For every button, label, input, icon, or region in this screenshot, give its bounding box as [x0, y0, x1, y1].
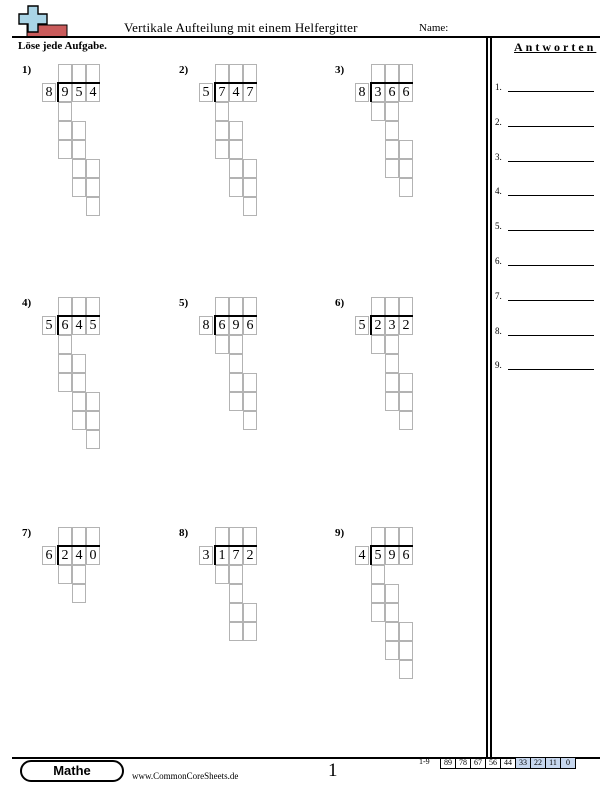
- score-cell: 33: [515, 757, 531, 769]
- helper-grid-cell[interactable]: [58, 102, 72, 121]
- division-bracket: [214, 315, 216, 335]
- helper-grid-cell[interactable]: [371, 584, 385, 603]
- answer-number: 3.: [495, 151, 502, 162]
- divisor-digit: 8: [42, 83, 56, 102]
- divisor-digit: 3: [199, 546, 213, 565]
- helper-grid-cell[interactable]: [72, 140, 86, 159]
- answer-line[interactable]: [508, 265, 594, 266]
- answer-line[interactable]: [508, 126, 594, 127]
- divisor-digit: 8: [355, 83, 369, 102]
- helper-grid-cell[interactable]: [229, 159, 243, 178]
- helper-grid-cell[interactable]: [229, 335, 243, 354]
- dividend-digit: 2: [371, 316, 385, 335]
- helper-grid-cell[interactable]: [399, 392, 413, 411]
- helper-grid-cell[interactable]: [399, 140, 413, 159]
- dividend-digit: 6: [58, 316, 72, 335]
- helper-grid-cell[interactable]: [72, 121, 86, 140]
- score-cell: 89: [440, 757, 456, 769]
- helper-grid-cell[interactable]: [215, 565, 229, 584]
- answer-number: 5.: [495, 221, 502, 232]
- helper-grid-cell[interactable]: [371, 335, 385, 354]
- divisor-digit: 5: [42, 316, 56, 335]
- helper-grid-cell[interactable]: [215, 121, 229, 140]
- score-range-label: 1-9: [419, 757, 430, 766]
- helper-grid-cell[interactable]: [86, 159, 100, 178]
- answer-number: 7.: [495, 290, 502, 301]
- division-bracket: [57, 315, 100, 317]
- answer-line[interactable]: [508, 91, 594, 92]
- helper-grid-cell[interactable]: [371, 565, 385, 584]
- dividend-digit: 6: [215, 316, 229, 335]
- helper-grid-cell[interactable]: [72, 584, 86, 603]
- problem-number: 7): [22, 527, 32, 539]
- helper-grid-cell[interactable]: [229, 354, 243, 373]
- quotient-cell[interactable]: [243, 527, 257, 546]
- dividend-digit: 6: [399, 546, 413, 565]
- answer-line[interactable]: [508, 335, 594, 336]
- division-bracket: [370, 545, 413, 547]
- division-bracket: [370, 315, 413, 317]
- helper-grid-cell[interactable]: [72, 392, 86, 411]
- division-bracket: [214, 545, 216, 565]
- dividend-digit: 4: [72, 546, 86, 565]
- quotient-cell[interactable]: [72, 297, 86, 316]
- dividend-digit: 4: [229, 83, 243, 102]
- helper-grid-cell[interactable]: [399, 178, 413, 197]
- division-bracket: [57, 82, 59, 102]
- answer-number: 8.: [495, 325, 502, 336]
- quotient-cell[interactable]: [229, 297, 243, 316]
- helper-grid-cell[interactable]: [229, 392, 243, 411]
- division-bracket: [57, 82, 100, 84]
- helper-grid-cell[interactable]: [243, 603, 257, 622]
- dividend-digit: 1: [215, 546, 229, 565]
- helper-grid-cell[interactable]: [385, 603, 399, 622]
- subject-badge: Mathe: [20, 760, 124, 782]
- quotient-cell[interactable]: [86, 527, 100, 546]
- helper-grid-cell[interactable]: [385, 335, 399, 354]
- column-divider: [486, 37, 488, 757]
- helper-grid-cell[interactable]: [86, 197, 100, 216]
- answer-line[interactable]: [508, 195, 594, 196]
- score-cell: 0: [560, 757, 576, 769]
- division-bracket: [57, 545, 100, 547]
- helper-grid-cell[interactable]: [243, 392, 257, 411]
- quotient-cell[interactable]: [58, 297, 72, 316]
- helper-grid-cell[interactable]: [385, 622, 399, 641]
- dividend-digit: 9: [229, 316, 243, 335]
- dividend-digit: 7: [243, 83, 257, 102]
- helper-grid-cell[interactable]: [58, 565, 72, 584]
- dividend-digit: 2: [243, 546, 257, 565]
- dividend-digit: 5: [72, 83, 86, 102]
- helper-grid-cell[interactable]: [215, 140, 229, 159]
- score-cell: 67: [470, 757, 486, 769]
- dividend-digit: 6: [243, 316, 257, 335]
- helper-grid-cell[interactable]: [58, 373, 72, 392]
- problem-number: 3): [335, 64, 345, 76]
- problem-number: 6): [335, 297, 345, 309]
- score-cell: 22: [530, 757, 546, 769]
- answer-number: 1.: [495, 82, 502, 92]
- quotient-cell[interactable]: [215, 297, 229, 316]
- problem-number: 2): [179, 64, 189, 76]
- worksheet-title: Vertikale Aufteilung mit einem Helfergitter: [124, 20, 358, 35]
- problem-number: 8): [179, 527, 189, 539]
- helper-grid-cell[interactable]: [86, 392, 100, 411]
- score-cell: 44: [500, 757, 516, 769]
- problem-number: 9): [335, 527, 345, 539]
- helper-grid-cell[interactable]: [399, 373, 413, 392]
- quotient-cell[interactable]: [86, 64, 100, 83]
- quotient-cell[interactable]: [399, 527, 413, 546]
- helper-grid-cell[interactable]: [229, 565, 243, 584]
- website-label: www.CommonCoreSheets.de: [132, 771, 239, 781]
- dividend-digit: 5: [86, 316, 100, 335]
- division-bracket: [214, 82, 257, 84]
- answer-line[interactable]: [508, 300, 594, 301]
- dividend-digit: 7: [229, 546, 243, 565]
- helper-grid-cell[interactable]: [243, 373, 257, 392]
- helper-grid-cell[interactable]: [86, 411, 100, 430]
- helper-grid-cell[interactable]: [385, 159, 399, 178]
- helper-grid-cell[interactable]: [72, 411, 86, 430]
- division-bracket: [57, 545, 59, 565]
- helper-grid-cell[interactable]: [385, 102, 399, 121]
- score-cell: 11: [545, 757, 561, 769]
- helper-grid-cell[interactable]: [243, 411, 257, 430]
- quotient-cell[interactable]: [229, 64, 243, 83]
- division-bracket: [214, 82, 216, 102]
- answer-line[interactable]: [508, 230, 594, 231]
- divisor-digit: 5: [355, 316, 369, 335]
- header-rule: [12, 36, 600, 38]
- score-cell: 78: [455, 757, 471, 769]
- answer-line[interactable]: [508, 369, 594, 370]
- dividend-digit: 4: [86, 83, 100, 102]
- helper-grid-cell[interactable]: [385, 641, 399, 660]
- division-bracket: [57, 315, 59, 335]
- quotient-cell[interactable]: [72, 527, 86, 546]
- instructions: Löse jede Aufgabe.: [18, 40, 107, 52]
- quotient-cell[interactable]: [399, 297, 413, 316]
- quotient-cell[interactable]: [371, 64, 385, 83]
- helper-grid-cell[interactable]: [399, 641, 413, 660]
- helper-grid-cell[interactable]: [72, 373, 86, 392]
- helper-grid-cell[interactable]: [86, 178, 100, 197]
- division-bracket: [370, 315, 372, 335]
- dividend-digit: 4: [72, 316, 86, 335]
- helper-grid-cell[interactable]: [86, 430, 100, 449]
- quotient-cell[interactable]: [215, 527, 229, 546]
- quotient-cell[interactable]: [371, 297, 385, 316]
- dividend-digit: 6: [399, 83, 413, 102]
- quotient-cell[interactable]: [243, 64, 257, 83]
- problem-number: 5): [179, 297, 189, 309]
- helper-grid-cell[interactable]: [399, 660, 413, 679]
- helper-grid-cell[interactable]: [371, 603, 385, 622]
- helper-grid-cell[interactable]: [72, 178, 86, 197]
- quotient-cell[interactable]: [385, 64, 399, 83]
- dividend-digit: 9: [385, 546, 399, 565]
- helper-grid-cell[interactable]: [215, 335, 229, 354]
- dividend-digit: 7: [215, 83, 229, 102]
- helper-grid-cell[interactable]: [72, 159, 86, 178]
- quotient-cell[interactable]: [229, 527, 243, 546]
- divisor-digit: 6: [42, 546, 56, 565]
- dividend-digit: 2: [399, 316, 413, 335]
- helper-grid-cell[interactable]: [229, 121, 243, 140]
- answer-number: 2.: [495, 116, 502, 127]
- quotient-cell[interactable]: [243, 297, 257, 316]
- helper-grid-cell[interactable]: [385, 392, 399, 411]
- page-number: 1: [328, 760, 338, 781]
- problem-number: 1): [22, 64, 32, 76]
- divisor-digit: 4: [355, 546, 369, 565]
- column-divider: [490, 37, 492, 757]
- helper-grid-cell[interactable]: [229, 373, 243, 392]
- helper-grid-cell[interactable]: [385, 121, 399, 140]
- helper-grid-cell[interactable]: [58, 335, 72, 354]
- dividend-digit: 6: [385, 83, 399, 102]
- quotient-cell[interactable]: [399, 64, 413, 83]
- dividend-digit: 0: [86, 546, 100, 565]
- helper-grid-cell[interactable]: [371, 102, 385, 121]
- helper-grid-cell[interactable]: [58, 121, 72, 140]
- helper-grid-cell[interactable]: [58, 354, 72, 373]
- helper-grid-cell[interactable]: [385, 584, 399, 603]
- quotient-cell[interactable]: [58, 527, 72, 546]
- division-bracket: [370, 545, 372, 565]
- helper-grid-cell[interactable]: [229, 140, 243, 159]
- problem-number: 4): [22, 297, 32, 309]
- quotient-cell[interactable]: [86, 297, 100, 316]
- name-field-label: Name:: [419, 22, 449, 34]
- division-bracket: [370, 82, 372, 102]
- helper-grid-cell[interactable]: [399, 159, 413, 178]
- helper-grid-cell[interactable]: [229, 603, 243, 622]
- division-bracket: [214, 315, 257, 317]
- answer-line[interactable]: [508, 161, 594, 162]
- quotient-cell[interactable]: [215, 64, 229, 83]
- helper-grid-cell[interactable]: [399, 411, 413, 430]
- helper-grid-cell[interactable]: [229, 584, 243, 603]
- helper-grid-cell[interactable]: [385, 140, 399, 159]
- helper-grid-cell[interactable]: [229, 178, 243, 197]
- helper-grid-cell[interactable]: [399, 622, 413, 641]
- dividend-digit: 3: [385, 316, 399, 335]
- quotient-cell[interactable]: [385, 297, 399, 316]
- divisor-digit: 8: [199, 316, 213, 335]
- dividend-digit: 5: [371, 546, 385, 565]
- dividend-digit: 3: [371, 83, 385, 102]
- dividend-digit: 9: [58, 83, 72, 102]
- score-cell: 56: [485, 757, 501, 769]
- logo-icon: [14, 4, 70, 38]
- helper-grid-cell[interactable]: [385, 373, 399, 392]
- helper-grid-cell[interactable]: [243, 178, 257, 197]
- answer-number: 6.: [495, 256, 502, 266]
- helper-grid-cell[interactable]: [215, 102, 229, 121]
- helper-grid-cell[interactable]: [229, 622, 243, 641]
- helper-grid-cell[interactable]: [385, 354, 399, 373]
- score-table: [441, 757, 576, 769]
- division-bracket: [214, 545, 257, 547]
- quotient-cell[interactable]: [72, 64, 86, 83]
- dividend-digit: 2: [58, 546, 72, 565]
- quotient-cell[interactable]: [371, 527, 385, 546]
- helper-grid-cell[interactable]: [243, 197, 257, 216]
- helper-grid-cell[interactable]: [58, 140, 72, 159]
- helper-grid-cell[interactable]: [243, 622, 257, 641]
- helper-grid-cell[interactable]: [72, 354, 86, 373]
- answer-number: 9.: [495, 360, 502, 371]
- divisor-digit: 5: [199, 83, 213, 102]
- division-bracket: [370, 82, 413, 84]
- quotient-cell[interactable]: [58, 64, 72, 83]
- quotient-cell[interactable]: [385, 527, 399, 546]
- answers-title: Antworten: [514, 40, 597, 54]
- answer-number: 4.: [495, 186, 502, 197]
- helper-grid-cell[interactable]: [72, 565, 86, 584]
- helper-grid-cell[interactable]: [243, 159, 257, 178]
